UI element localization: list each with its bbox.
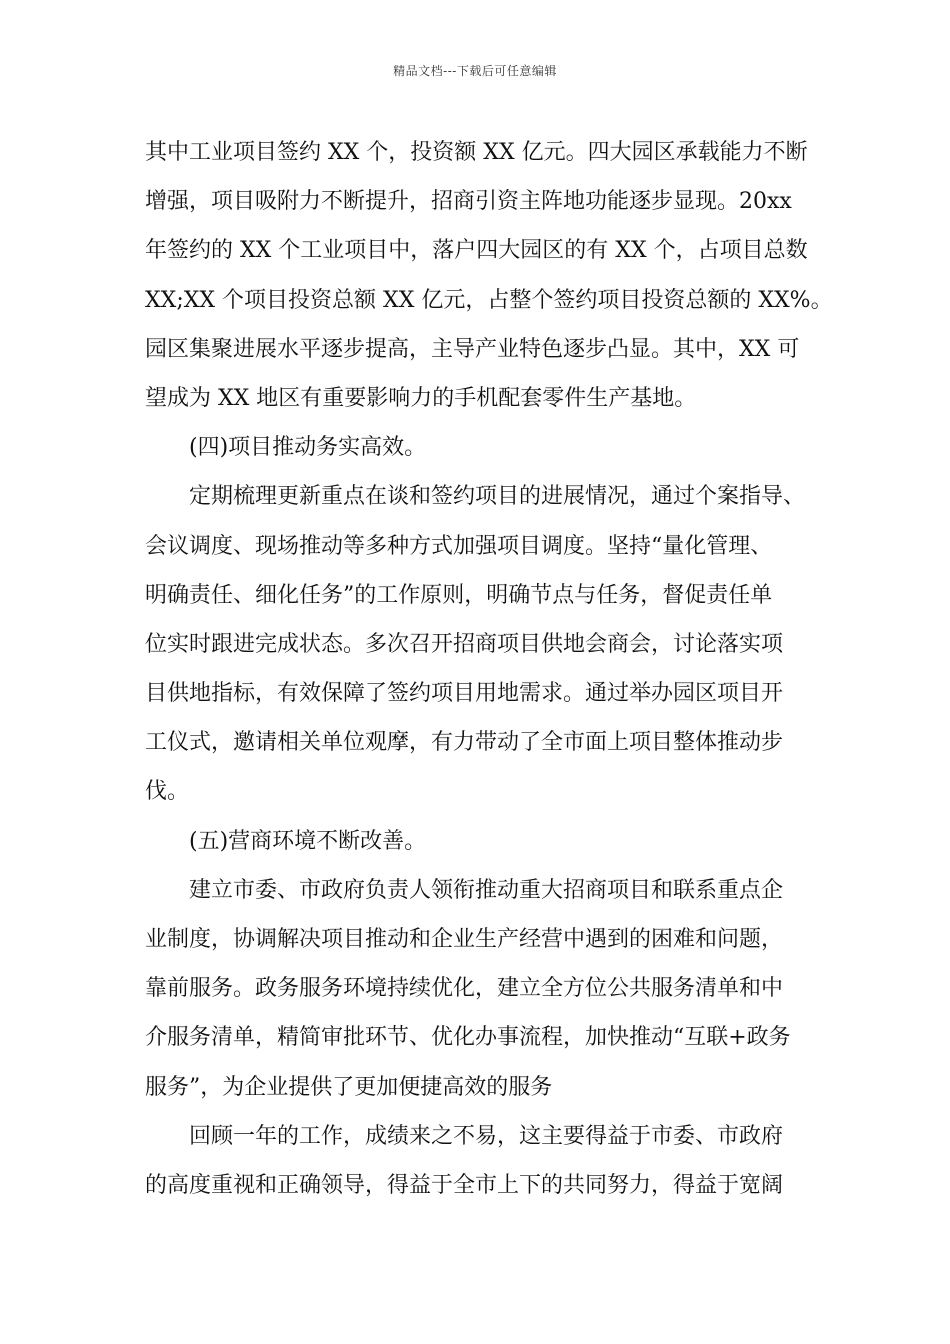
page-header: 精品文档---下载后可任意编辑 [393, 64, 557, 78]
paragraph [145, 866, 815, 1112]
text-line: 其中工业项目签约 XX 个，投资额 XX 亿元。四大园区承载能力不断 [145, 140, 808, 165]
text-line: 建立市委、市政府负责人领衔推动重大招商项目和联系重点企 [189, 877, 784, 903]
text-line: 望成为 XX 地区有重要影响力的手机配套零件生产基地。 [145, 385, 697, 411]
paragraph [145, 1112, 815, 1210]
text-line: 伐。 [145, 779, 190, 805]
text-line: 回顾一年的工作，成绩来之不易，这主要得益于市委、市政府 [189, 1123, 784, 1149]
text-line: 会议调度、现场推动等多种方式加强项目调度。坚持“量化管理、 [145, 533, 773, 559]
text-line: 介服务清单，精简审批环节、优化办事流程，加快推动“互联+政务 [145, 1025, 791, 1051]
paragraph [145, 472, 815, 816]
document-body [145, 128, 833, 1210]
text-line: 年签约的 XX 个工业项目中，落户四大园区的有 XX 个，占项目总数 [145, 238, 808, 264]
text-line: 位实时跟进完成状态。多次召开招商项目供地会商会，讨论落实项 [145, 631, 784, 657]
text-line: XX;XX 个项目投资总额 XX 亿元，占整个签约项目投资总额的 XX%。 [145, 287, 833, 313]
text-line: 业制度，协调解决项目推动和企业生产经营中遇到的困难和问题， [145, 927, 784, 952]
text-line: 定期梳理更新重点在谈和签约项目的进展情况，通过个案指导、 [189, 484, 806, 510]
paragraph [145, 128, 833, 423]
text-line: 服务”，为企业提供了更加便捷高效的服务 [145, 1074, 553, 1100]
text-line: 增强，项目吸附力不断提升，招商引资主阵地功能逐步显现。20xx [145, 189, 792, 215]
text-line: 明确责任、细化任务”的工作原则，明确节点与任务，督促责任单 [145, 582, 773, 608]
text-line: (四)项目推动务实高效。 [189, 435, 427, 461]
text-line: 目供地指标，有效保障了签约项目用地需求。通过举办园区项目开 [145, 681, 784, 707]
text-line: 园区集聚进展水平逐步提高，主导产业特色逐步凸显。其中，XX 可 [145, 336, 800, 362]
text-line: (五)营商环境不断改善。 [189, 828, 427, 854]
text-line: 工仪式，邀请相关单位观摩，有力带动了全市面上项目整体推动步 [145, 730, 784, 756]
text-line: 靠前服务。政务服务环境持续优化，建立全方位公共服务清单和中 [145, 976, 784, 1002]
text-line: 的高度重视和正确领导，得益于全市上下的共同努力，得益于宽阔 [145, 1172, 784, 1198]
paragraph [145, 423, 815, 472]
paragraph [145, 817, 815, 866]
